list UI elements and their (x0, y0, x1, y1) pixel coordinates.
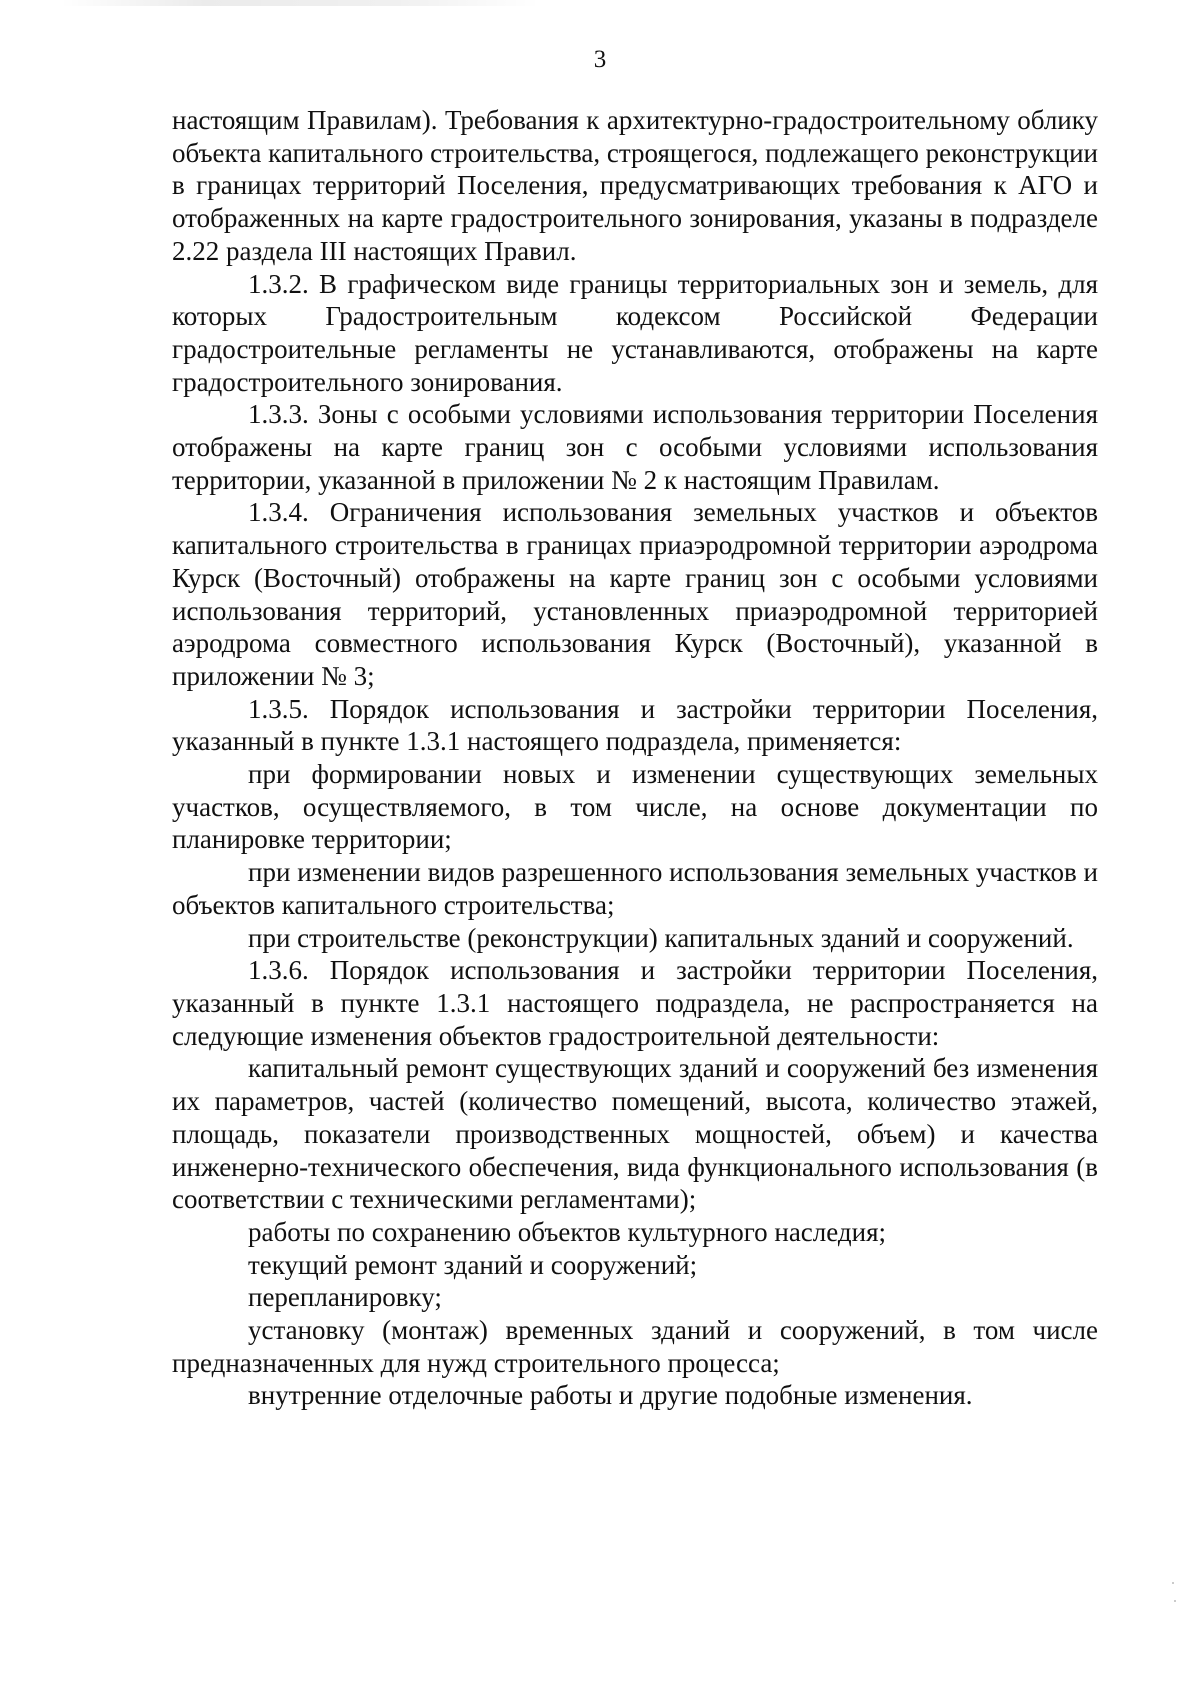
paragraph-1-3-4: 1.3.4. Ограничения использования земельных участков и объектов капитального строительства в границах приаэродромной территории аэродрома Курск (Восточный) отображены на карте границ зон с особыми условиями использования территорий, установленных приаэродромной территорией аэродрома совместного использования Курск (Восточный), указанной в приложении № 3; (172, 497, 1098, 691)
scan-speck (1172, 1582, 1174, 1584)
list-item-interior-works: внутренние отделочные работы и другие подобные изменения. (248, 1380, 973, 1411)
list-item-capital-repair: капитальный ремонт существующих зданий и сооружений без изменения их параметров, частей (количество помещений, высота, количество этажей, площадь, показатели производственных мощностей, объем) и качества инженерно-технического обеспечения, вида функционального использования (в соответствии с техническими регламентами); (172, 1053, 1098, 1215)
paragraph-1-3-3: 1.3.3. Зоны с особыми условиями использования территории Поселения отображены на карте границ зон с особыми условиями использования территории, указанной в приложении № 2 к настоящим Правилам. (172, 399, 1098, 495)
page-number: 3 (593, 46, 607, 73)
list-item-construction: при строительстве (реконструкции) капитальных зданий и сооружений. (248, 922, 1074, 953)
scan-speck (1174, 1600, 1176, 1602)
paragraph-1-3-6: 1.3.6. Порядок использования и застройки территории Поселения, указанный в пункте 1.3.1 настоящего подраздела, не распространяется на следующие изменения объектов градостроительной деятельности: (172, 955, 1098, 1051)
list-item-current-repair: текущий ремонт зданий и сооружений; (248, 1249, 698, 1280)
list-item-formation: при формировании новых и изменении существующих земельных участков, осуществляемого, в том числе, на основе документации по планировке территории; (172, 759, 1098, 855)
paragraph-1-3-2: 1.3.2. В графическом виде границы территориальных зон и земель, для которых Градостроительным кодексом Российской Федерации градостроительные регламенты не устанавливаются, отображены на карте градостроительного зонирования. (172, 268, 1098, 397)
scan-edge-shadow (60, 0, 540, 6)
list-item-heritage-works: работы по сохранению объектов культурного наследия; (248, 1216, 886, 1247)
list-item-change-of-use: при изменении видов разрешенного использования земельных участков и объектов капитального строительства; (172, 857, 1098, 920)
document-body (172, 104, 1098, 1412)
list-item-replanning: перепланировку; (248, 1282, 442, 1313)
list-item-temporary-buildings: установку (монтаж) временных зданий и сооружений, в том числе предназначенных для нужд строительного процесса; (172, 1315, 1098, 1378)
paragraph-1-3-5: 1.3.5. Порядок использования и застройки территории Поселения, указанный в пункте 1.3.1 настоящего подраздела, применяется: (172, 693, 1098, 757)
paragraph-continuation: настоящим Правилам). Требования к архитектурно-градостроительному облику объекта капитального строительства, строящегося, подлежащего реконструкции в границах территорий Поселения, предусматривающих требования к АГО и отображенных на карте градостроительного зонирования, указаны в подразделе 2.22 раздела III настоящих Правил. (172, 105, 1099, 266)
